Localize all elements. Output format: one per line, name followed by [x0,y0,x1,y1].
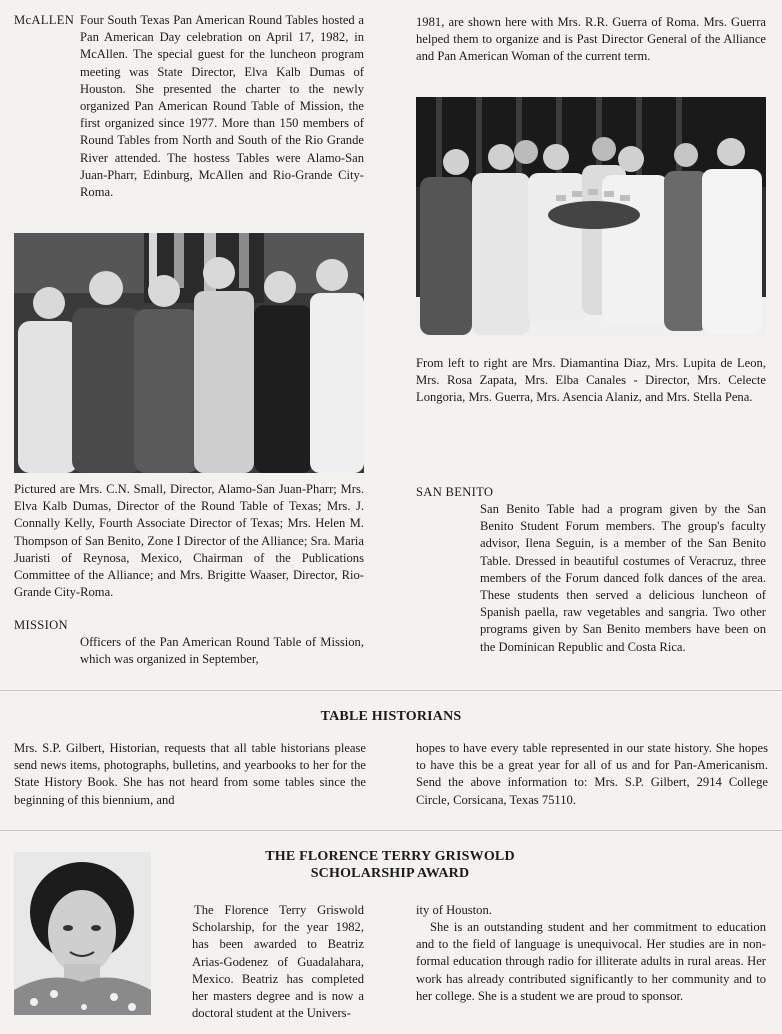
mcallen-group-photo [14,233,364,473]
historians-title: TABLE HISTORIANS [320,709,462,724]
mission-paragraph: Officers of the Pan American Round Table of Mission, which was organized in September, [80,635,364,667]
award-title-line-1: THE FLORENCE TERRY GRISWOLD [265,849,515,864]
section-divider-2 [0,830,782,831]
mission-heading: MISSION [14,618,68,632]
mcallen-photo-caption: Pictured are Mrs. C.N. Small, Director, Alamo-San Juan-Pharr; Mrs. Elva Kalb Dumas, Director of the Round Table of Texas; Mrs. J. Connally Kelly, Fourth Associate Director of Texas; Mrs. Helen M. Thompson of San Benito, Zone I Director of the Alliance; Sra. Maria Juaristi of Reynosa, Mexico, Chairman of the Publications Committee of the Alliance; and Mrs. Brigitte Waaser, Director, Rio-Grande City-Roma. [14,482,364,600]
mcallen-paragraph: Four South Texas Pan American Round Tables hosted a Pan American Day celebration on April 17, 1982, in McAllen. The special guest for the luncheon program meeting was State Director, Elva Kalb Dumas of Houston. She presented the charter to the newly organized Pan American Round Table of Mission, the first organized since 1977. More than 150 members of Round Tables from North and South of the Rio Grande River attended. The hostess Tables were Alamo-San Juan-Pharr, Edinburg, McAllen and Rio-Grande City-Roma. [80,13,364,200]
award-column-2-paragraph: She is an outstanding student and her commitment to education and to the field of language is unequivocal. Her studies are in non-formal education through radio for illiterate adults in rural areas. Her work has already contributed significantly to her community and to her college. She is a student we are proud to sponsor. [416,920,766,1003]
mission-officers-photo [416,97,766,337]
award-column-2-line-1: ity of Houston. [416,903,492,917]
historians-column-1: Mrs. S.P. Gilbert, Historian, requests that all table historians please send news items, photographs, bulletins, and yearbooks to her for the State History Book. She has not heard from some tables since the beginning of this biennium, and [14,741,366,807]
beatriz-portrait-photo [14,852,151,1015]
award-title-line-2: SCHOLARSHIP AWARD [310,866,470,881]
section-divider [0,690,782,691]
mission-photo-caption: From left to right are Mrs. Diamantina Diaz, Mrs. Lupita de Leon, Mrs. Rosa Zapata, Mrs. Elba Canales - Director, Mrs. Celecte Longoria, Mrs. Guerra, Mrs. Asencia Alaniz, and Mrs. Stella Pena. [416,356,766,405]
san-benito-heading: SAN BENITO [416,485,494,499]
historians-column-2: hopes to have every table represented in our state history. She hopes to have this be a great year for all of us and for Pan-Americanism. Send the above information to: Mrs. S.P. Gilbert, 2914 College Circle, Corsicana, Texas 75110. [416,741,768,807]
mission-continued-paragraph: 1981, are shown here with Mrs. R.R. Guerra of Roma. Mrs. Guerra helped them to organize and is Past Director General of the Alliance and Pan American Woman of the current term. [416,15,766,64]
award-column-1: The Florence Terry Griswold Scholarship, for the year 1982, has been awarded to Beatriz Arias-Godenez of Guadalahara, Mexico. Beatriz has completed her masters degree and is now a doctoral student at the Univers- [192,903,364,1021]
mcallen-heading: McALLEN [14,13,75,27]
san-benito-paragraph: San Benito Table had a program given by the San Benito Student Forum members. The group's faculty advisor, Ilena Seguin, is a member of the San Benito Table. Dressed in beautiful costumes of Veracruz, three members of the Forum danced folk dances of the area. These students then served a delicious luncheon of Spanish paella, raw vegetables and sangria. Two other programs given by San Benito members have been on the Dominican Republic and Costa Rica. [480,502,766,654]
